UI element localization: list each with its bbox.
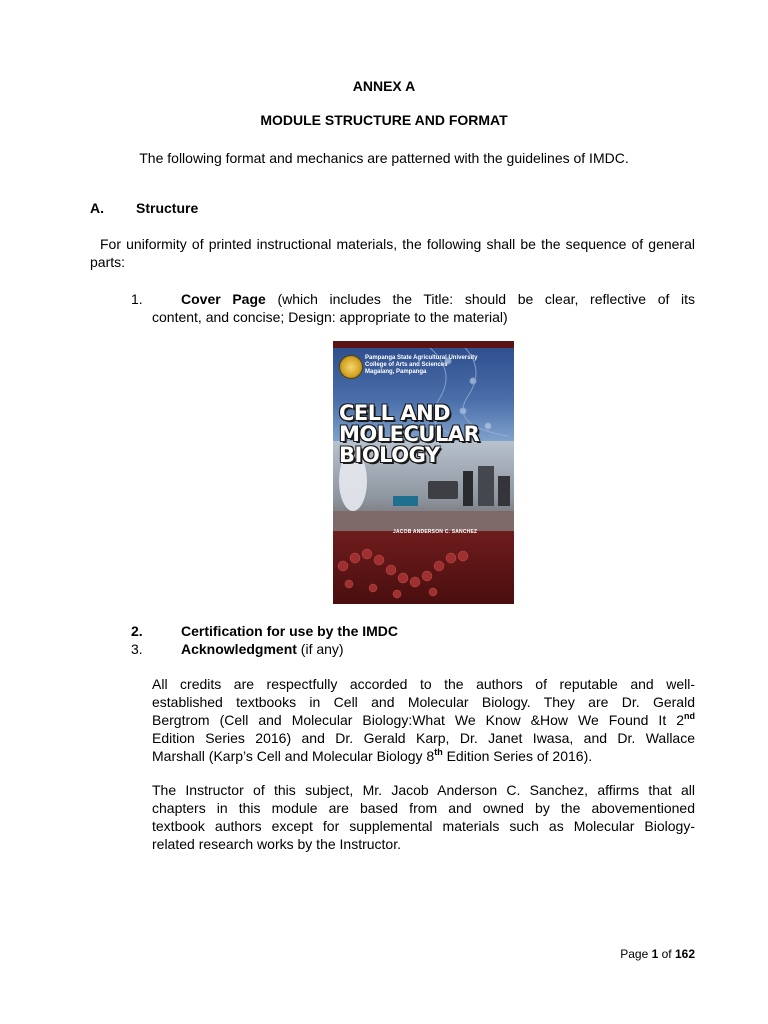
ack1-line3-text: Bergtrom (Cell and Molecular Biology:What We Know &How We Found It 2 [152,712,684,728]
acknowledgment-paragraph-2 [152,781,695,853]
footer-page-word: Page [620,947,652,961]
item2-title: Certification for use by the IMDC [181,623,399,639]
footer-of-word: of [658,947,675,961]
cover-title [339,403,514,466]
book-cover-image [333,341,514,604]
ack2-line4: related research works by the Instructor. [152,836,401,852]
cover-top-band [333,341,514,348]
item2-number: 2. [131,623,143,639]
cover-title-line3: BIOLOGY [339,443,440,467]
ack1-line5 [152,747,695,765]
section-title: Structure [136,200,199,216]
ack1-line4: Edition Series 2016) and Dr. Gerald Karp, Dr. Janet Iwasa, and Dr. Wallace [152,730,695,746]
cover-university-line2: College of Arts and Sciences [365,362,448,368]
section-letter: A. [90,200,104,216]
ack1-line5-end: Edition Series of 2016). [442,748,593,764]
item3-line [181,640,344,658]
cover-university-line3: Magalang, Pampanga [365,369,427,375]
cover-university [365,355,510,376]
module-subtitle: MODULE STRUCTURE AND FORMAT [260,112,508,128]
footer-page-number: 1 [651,947,659,961]
cover-university-line1: Pampanga State Agricultural University [365,355,478,361]
cover-title-line1: CELL AND [339,401,451,425]
cover-title-line2: MOLECULAR [339,422,480,446]
item1-line1 [181,290,695,308]
ack1-line3-sup: nd [684,711,695,721]
item3-suffix: (if any) [300,641,344,657]
ack2-line3: textbook authors except for supplemental materials such as Molecular Biology- [152,818,695,834]
university-seal-icon [339,355,363,379]
item1-title: Cover Page [181,291,266,307]
ack1-line5-text: Marshall (Karp’s Cell and Molecular Biology 8 [152,748,435,764]
ack1-line3 [152,711,695,729]
ack1-line5-sup: th [434,747,443,757]
item1-number: 1. [131,291,143,307]
ack1-line2: established textbooks in Cell and Molecular Biology. They are Dr. Gerald [152,694,695,710]
cover-author: JACOB ANDERSON C. SANCHEZ [393,529,478,535]
item3-title: Acknowledgment [181,641,297,657]
item3-number: 3. [131,641,143,657]
ack1-line1: All credits are respectfully accorded to the authors of reputable and well- [152,676,695,692]
annex-title: ANNEX A [352,78,416,94]
section-paragraph: For uniformity of printed instructional materials, the following shall be the sequence of general parts: [90,236,695,270]
page-footer [560,945,695,963]
ack2-line2: chapters in this module are based from and owned by the abovementioned [152,800,695,816]
ack2-line1: The Instructor of this subject, Mr. Jacob Anderson C. Sanchez, affirms that all [152,782,695,798]
intro-text: The following format and mechanics are patterned with the guidelines of IMDC. [139,150,629,166]
item1-line2: content, and concise; Design: appropriate to the material) [152,309,508,325]
dna-helix-graphic [333,536,514,604]
item1-text1: (which includes the Title: should be clear, reflective of its [277,291,696,307]
footer-total-pages: 162 [674,947,695,961]
acknowledgment-paragraph-1 [152,675,695,765]
